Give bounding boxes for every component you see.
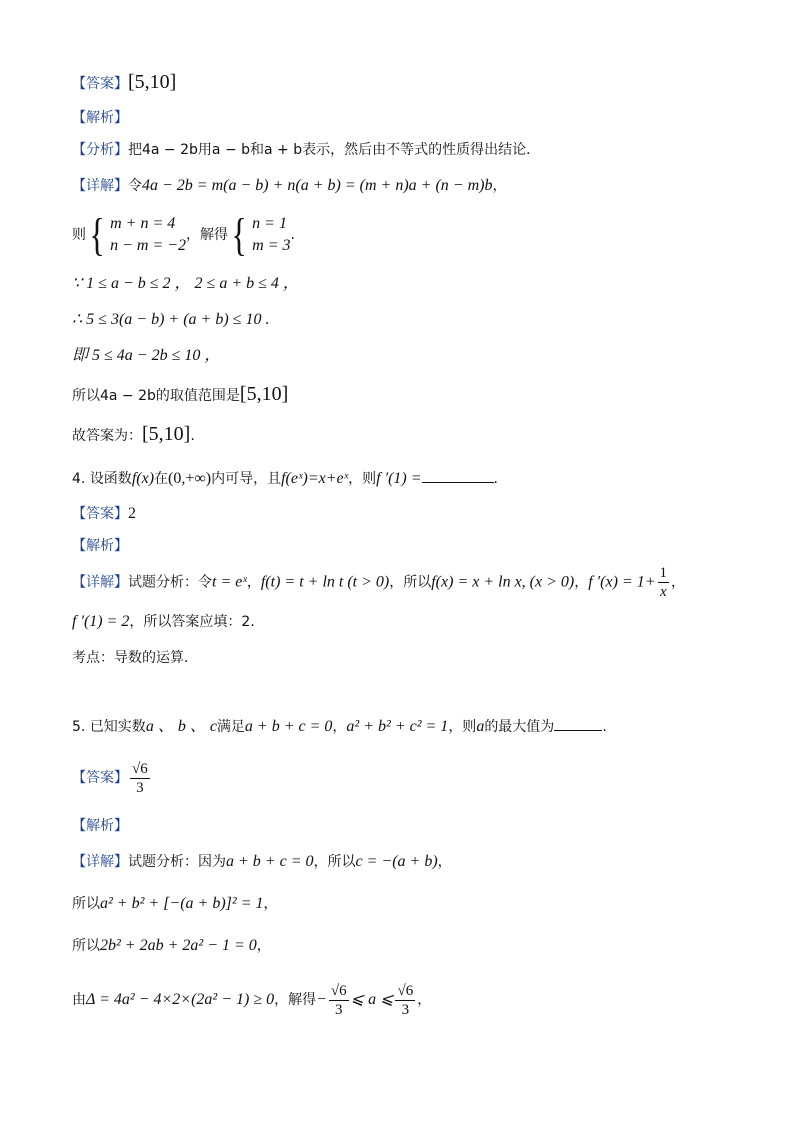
fraction-numerator: √6 <box>330 982 347 999</box>
detail-equation-2: c = −(a + b) <box>355 853 438 870</box>
stem-end: ． <box>493 471 508 487</box>
q4-stem <box>72 468 508 489</box>
stem-sep: ， <box>332 719 347 735</box>
line4-end: ， <box>417 992 432 1008</box>
analysis-label: 【解析】 <box>72 538 128 554</box>
system-eq1: m + n = 4 <box>110 215 176 232</box>
answer-value: [5,10] <box>128 71 177 93</box>
stem-text-a: 已知实数 <box>89 719 146 735</box>
fraction-denominator: x <box>659 584 667 600</box>
system-eq2: n − m = −2 <box>110 237 187 254</box>
stem-equation: f(eˣ)=x+eˣ <box>281 470 349 487</box>
system-end: . <box>290 227 295 243</box>
stem-text-b: 在 <box>154 471 169 487</box>
fraction-numerator: √6 <box>132 760 148 777</box>
stem-equation-2: a² + b² + c² = 1 <box>346 718 449 735</box>
upper-bound-fraction <box>395 982 415 1019</box>
stem-question: f ′(1) = <box>376 470 422 487</box>
line3-equation: 2b² + 2ab + 2a² − 1 = 0 <box>100 937 257 954</box>
left-brace-icon: { <box>89 209 105 260</box>
q3-therefore-line: ∴ 5 ≤ 3(a − b) + (a + b) ≤ 10 . <box>72 311 270 328</box>
fraction-1-over-x <box>658 564 670 601</box>
q5-line2 <box>72 894 277 914</box>
q5-detail-line <box>72 852 452 872</box>
answer-fraction <box>130 760 150 797</box>
q5-stem <box>72 716 607 737</box>
fenxi-label: 【分析】 <box>72 142 128 158</box>
system-mid: ，解得 <box>186 227 229 243</box>
line4-text: 由 <box>72 992 86 1008</box>
detail-derivative: f ′(x) = 1+ <box>588 573 656 591</box>
q3-detail-line <box>72 176 506 196</box>
final-value: [5,10] <box>142 423 191 445</box>
q3-answer-line <box>72 72 176 94</box>
line2-text: 所以 <box>72 896 100 912</box>
q4-kaodian: 考点：导数的运算． <box>72 650 198 666</box>
range-value: [5,10] <box>239 383 289 405</box>
detail-equation-1: a + b + c = 0 <box>226 853 314 870</box>
answer-label: 【答案】 <box>72 76 128 92</box>
q3-final-line <box>72 424 195 446</box>
line2-text: ，所以答案应填：2． <box>129 614 265 630</box>
detail-end: ， <box>671 574 686 591</box>
line4-relation: ⩽ a ⩽ <box>350 991 394 1008</box>
detail-sep2: ， <box>574 574 589 591</box>
detail-t: t = eˣ <box>212 573 247 591</box>
q4-analysis-label <box>72 536 128 556</box>
final-text: 故答案为： <box>72 428 142 444</box>
question-number: 5. <box>72 719 86 735</box>
fraction-denominator: 3 <box>136 779 144 796</box>
line4-neg: − <box>316 991 327 1008</box>
detail-end: ， <box>437 854 452 870</box>
detail-prefix: 令 <box>128 178 142 194</box>
answer-blank <box>554 716 602 731</box>
q3-ji-line <box>72 346 220 366</box>
answer-label: 【答案】 <box>72 506 128 522</box>
q4-detail-line <box>72 564 685 601</box>
solution-system <box>252 213 290 257</box>
answer-value: 2 <box>128 505 136 522</box>
stem-vars: a 、 b 、 c <box>145 718 217 735</box>
analysis-label: 【解析】 <box>72 818 128 834</box>
stem-text-a: 设函数 <box>89 471 132 487</box>
equation-system <box>110 213 186 257</box>
q5-line4 <box>72 978 431 1022</box>
q4-answer-line <box>72 504 136 524</box>
final-end: . <box>190 428 195 444</box>
q3-system-line <box>72 209 295 260</box>
detail-ft: f(t) = t + ln t (t > 0) <box>260 573 390 591</box>
detail-sep1: ， <box>246 574 261 591</box>
question-number: 4. <box>72 471 86 487</box>
detail-label: 【详解】 <box>72 178 128 194</box>
line2-equation: a² + b² + [−(a + b)]² = 1 <box>100 895 264 912</box>
stem-end: . <box>602 719 607 735</box>
line4-equation: Δ = 4a² − 4×2×(2a² − 1) ≥ 0 <box>86 991 275 1008</box>
detail-text-a: 试题分析：因为 <box>128 854 226 870</box>
ji-text: 即 5 ≤ 4a − 2b ≤ 10 ， <box>72 347 221 364</box>
fraction-numerator: 1 <box>659 565 668 581</box>
fenxi-text: 把4a − 2b用a − b和a + b表示，然后由不等式的性质得出结论． <box>128 142 541 158</box>
q3-range-line <box>72 384 288 406</box>
line3-end: ， <box>256 938 271 954</box>
q4-line2 <box>72 612 264 632</box>
detail-fx: f(x) = x + ln x, (x > 0) <box>431 573 575 591</box>
answer-blank <box>422 468 494 483</box>
stem-text-b: 满足 <box>216 719 245 735</box>
stem-interval: (0,+∞) <box>168 470 212 487</box>
detail-text-b: ，所以 <box>389 574 432 591</box>
line4-mid: ，解得 <box>274 992 317 1008</box>
fraction-numerator: √6 <box>397 982 414 999</box>
line2-end: ， <box>263 896 278 912</box>
line3-text: 所以 <box>72 938 100 954</box>
detail-end: ， <box>492 178 507 194</box>
q3-because-line: ∵ 1 ≤ a − b ≤ 2 ， 2 ≤ a + b ≤ 4 ， <box>72 275 299 292</box>
q3-fenxi-line <box>72 140 540 160</box>
detail-text-b: ，所以 <box>313 854 356 870</box>
q3-analysis-label <box>72 108 128 128</box>
analysis-label: 【解析】 <box>72 110 128 126</box>
stem-text-d: 的最大值为 <box>484 719 555 735</box>
answer-label: 【答案】 <box>72 770 128 786</box>
detail-equation: 4a − 2b = m(a − b) + n(a + b) = (m + n)a + (n − m)b <box>142 177 493 194</box>
stem-text-d: ，则 <box>348 471 377 487</box>
stem-fx: f(x) <box>131 470 155 487</box>
left-brace-icon: { <box>231 209 247 260</box>
fraction-denominator: 3 <box>335 1001 343 1018</box>
stem-text-c: 内可导，且 <box>211 471 282 487</box>
lower-bound-fraction <box>329 982 349 1019</box>
q5-line3 <box>72 936 271 956</box>
stem-equation-1: a + b + c = 0 <box>244 718 333 735</box>
detail-text-a: 试题分析：令 <box>128 574 212 591</box>
system-sol1: n = 1 <box>252 215 287 232</box>
detail-label: 【详解】 <box>72 574 128 591</box>
line2-equation: f ′(1) = 2 <box>72 613 130 630</box>
q5-answer-line <box>72 756 152 800</box>
stem-text-c: ，则 <box>448 719 477 735</box>
q5-analysis-label <box>72 816 128 836</box>
detail-label: 【详解】 <box>72 854 128 870</box>
fraction-denominator: 3 <box>401 1001 410 1018</box>
system-sol2: m = 3 <box>252 237 291 254</box>
range-text: 所以4a − 2b的取值范围是 <box>72 388 240 404</box>
stem-var: a <box>476 718 485 735</box>
system-prefix: 则 <box>72 227 86 243</box>
